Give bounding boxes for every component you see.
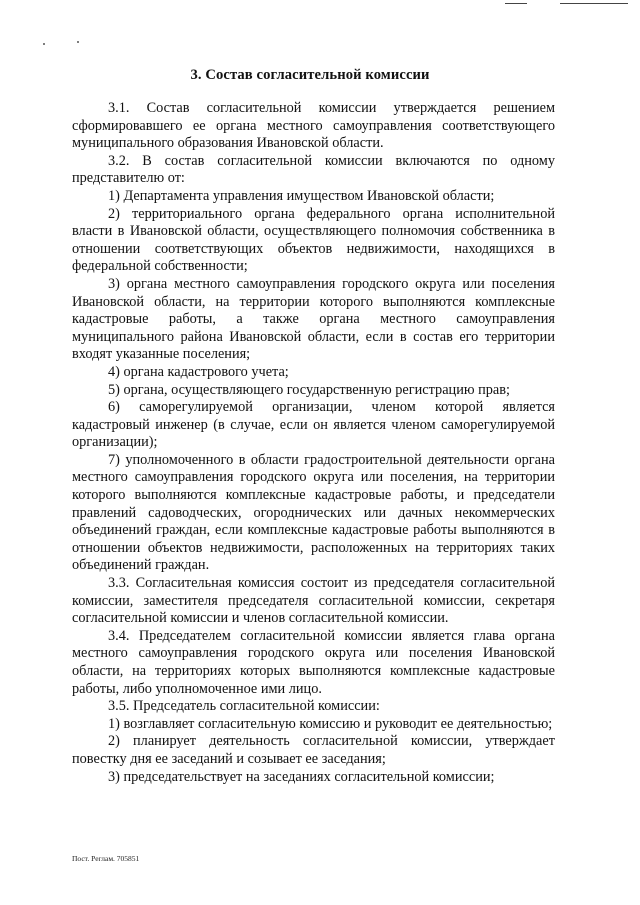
list-item-1: 1) Департамента управления имуществом Ивановской области; bbox=[108, 187, 495, 204]
top-rule-left bbox=[505, 3, 527, 4]
chair-duty-2: 2) планирует деятельность согласительной комиссии, утверждает повестку дня ее заседаний и созывает ее заседания; bbox=[72, 733, 555, 767]
list-item-3: 3) органа местного самоуправления городского округа или поселения Ивановской области, на территории которого выполняются комплексные кадастровые работы, а также органа местного самоуправления муниципального района Ивановской области, если в состав его территории входят указанные поселения; bbox=[72, 275, 555, 363]
scan-speck bbox=[77, 41, 79, 43]
paragraph-3-4: 3.4. Председателем согласительной комиссии является глава органа местного самоуправления городского округа или поселения Ивановской области, на территориях которых выполняются комплексные кадастровые работы, либо уполномоченное ими лицо. bbox=[72, 627, 555, 697]
paragraph-3-1: 3.1. Состав согласительной комиссии утверждается решением сформировавшего ее органа местного самоуправления соответствующего муниципального образования Ивановской области. bbox=[72, 100, 555, 152]
paragraph-3-2: 3.2. В состав согласительной комиссии включаются по одному представителю от: bbox=[72, 152, 555, 187]
list-item-5: 5) органа, осуществляющего государственную регистрацию прав; bbox=[108, 381, 510, 398]
list-item-6: 6) саморегулируемой организации, членом которой является кадастровый инженер (в случае, если он является членом саморегулируемой организации); bbox=[72, 399, 555, 451]
list-item-4: 4) органа кадастрового учета; bbox=[108, 363, 289, 380]
paragraph-3-5: 3.5. Председатель согласительной комиссии: bbox=[108, 698, 380, 715]
list-item-7: 7) уполномоченного в области градостроительной деятельности органа местного самоуправления городского округа или поселения, на территории которого выполняются комплексные кадастровые работы, и председатели правлений садоводческих, огороднических или дачных некоммерческих объединений граждан, если комплексные кадастровые работы выполняются в отношении объектов недвижимости, расположенных на территориях таких объединений граждан. bbox=[72, 451, 555, 574]
paragraph-3-3: 3.3. Согласительная комиссия состоит из председателя согласительной комиссии, заместителя председателя согласительной комиссии, секретаря согласительной комиссии и членов согласительной комиссии. bbox=[72, 575, 555, 627]
top-rule-right bbox=[560, 3, 628, 4]
chair-duty-3: 3) председательствует на заседаниях согласительной комиссии; bbox=[108, 768, 495, 785]
chair-duty-1: 1) возглавляет согласительную комиссию и руководит ее деятельностью; bbox=[108, 715, 553, 732]
section-title: 3. Состав согласительной комиссии bbox=[190, 67, 430, 83]
footer-reference: Пост. Реглам. 705851 bbox=[72, 854, 140, 863]
list-item-2: 2) территориального органа федерального органа исполнительной власти в Ивановской области, осуществляющего полномочия собственника в отношении соответствующих объектов недвижимости, находящихся в федеральной собственности; bbox=[72, 205, 555, 275]
scan-speck bbox=[43, 43, 45, 45]
document-body bbox=[72, 100, 555, 786]
